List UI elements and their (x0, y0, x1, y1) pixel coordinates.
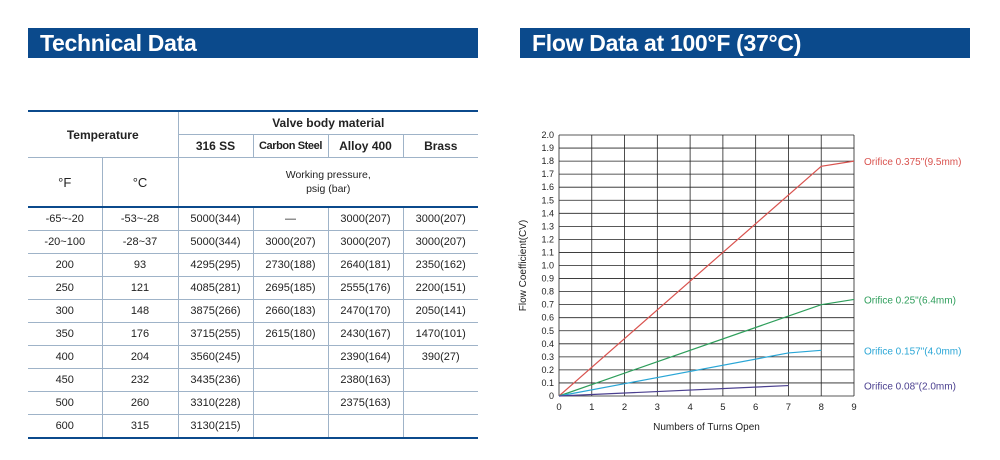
table-row (28, 415, 478, 439)
table-cell: 2430(167) (328, 323, 403, 346)
material-alloy-400: Alloy 400 (328, 135, 403, 158)
table-cell: 260 (102, 392, 178, 415)
y-tick-label: 0.4 (541, 338, 554, 349)
working-pressure-line1: Working pressure, (285, 169, 371, 181)
table-cell: 3000(207) (403, 231, 478, 254)
table-cell: 3000(207) (328, 207, 403, 231)
table-cell: 3000(207) (253, 231, 328, 254)
table-cell: 300 (28, 300, 102, 323)
table-cell: 2375(163) (328, 392, 403, 415)
valve-body-material-header: Valve body material (178, 111, 478, 135)
y-tick-label: 1.1 (541, 247, 554, 258)
series-line (559, 299, 854, 396)
table-row (28, 323, 478, 346)
series-label: Orifice 0.375"(9.5mm) (864, 157, 962, 169)
y-tick-label: 0.8 (541, 286, 554, 297)
technical-data-title: Technical Data (28, 28, 478, 58)
table-row (28, 369, 478, 392)
table-cell: 2050(141) (403, 300, 478, 323)
series-line (559, 386, 788, 396)
series-label: Orifice 0.25"(6.4mm) (864, 295, 956, 307)
table-row (28, 207, 478, 231)
table-cell: 2730(188) (253, 254, 328, 277)
table-cell: -20~100 (28, 231, 102, 254)
table-cell: 121 (102, 277, 178, 300)
table-row (28, 392, 478, 415)
unit-fahrenheit: °F (28, 158, 102, 208)
table-cell: 148 (102, 300, 178, 323)
table-cell (253, 369, 328, 392)
table-cell: 2350(162) (403, 254, 478, 277)
x-tick-label: 1 (589, 402, 595, 413)
material-brass: Brass (403, 135, 478, 158)
y-tick-label: 0.2 (541, 364, 554, 375)
table-cell: 204 (102, 346, 178, 369)
table-cell: 4085(281) (178, 277, 253, 300)
table-cell: 1470(101) (403, 323, 478, 346)
y-tick-label: 1.3 (541, 221, 554, 232)
unit-celsius: °C (102, 158, 178, 208)
x-tick-label: 2 (621, 402, 628, 413)
material-carbon-steel: Carbon Steel (253, 135, 328, 158)
y-axis-label: Flow Coefficient(CV) (518, 219, 529, 312)
table-cell: 2470(170) (328, 300, 403, 323)
table-cell (328, 415, 403, 439)
x-tick-label: 8 (818, 402, 824, 413)
series-label: Orifice 0.08"(2.0mm) (864, 381, 956, 393)
table-cell: 5000(344) (178, 231, 253, 254)
table-cell: 2640(181) (328, 254, 403, 277)
table-cell: — (253, 207, 328, 231)
table-cell: 315 (102, 415, 178, 439)
x-tick-label: 9 (851, 402, 857, 413)
y-tick-label: 1.6 (541, 182, 554, 193)
table-cell: 2660(183) (253, 300, 328, 323)
table-cell: 2555(176) (328, 277, 403, 300)
y-tick-label: 1.0 (541, 260, 554, 271)
table-cell: -28~37 (102, 231, 178, 254)
table-cell: 400 (28, 346, 102, 369)
y-tick-label: 0.5 (541, 325, 554, 336)
temperature-header: Temperature (28, 111, 178, 158)
table-cell: 3715(255) (178, 323, 253, 346)
x-axis-label: Numbers of Turns Open (653, 422, 760, 433)
y-tick-label: 1.4 (541, 208, 554, 219)
working-pressure-line2: psig (bar) (306, 183, 351, 195)
table-cell: 3875(266) (178, 300, 253, 323)
table-cell: 176 (102, 323, 178, 346)
table-cell: 250 (28, 277, 102, 300)
table-cell: 3310(228) (178, 392, 253, 415)
table-cell: 2390(164) (328, 346, 403, 369)
table-cell: 3130(215) (178, 415, 253, 439)
table-cell: 93 (102, 254, 178, 277)
table-cell: 232 (102, 369, 178, 392)
y-tick-label: 0.7 (541, 299, 554, 310)
table-cell: 2615(180) (253, 323, 328, 346)
table-row (28, 231, 478, 254)
y-tick-label: 1.5 (541, 195, 554, 206)
y-tick-label: 0.9 (541, 273, 554, 284)
y-tick-label: 1.7 (541, 169, 554, 180)
y-tick-label: 0.1 (541, 377, 554, 388)
y-tick-label: 1.9 (541, 143, 554, 154)
table-cell: 4295(295) (178, 254, 253, 277)
flow-data-title: Flow Data at 100°F (37°C) (520, 28, 970, 58)
table-row (28, 254, 478, 277)
table-cell: 3000(207) (328, 231, 403, 254)
table-row (28, 300, 478, 323)
table-cell: -65~-20 (28, 207, 102, 231)
table-cell (403, 392, 478, 415)
table-cell: 5000(344) (178, 207, 253, 231)
technical-data-table (28, 110, 478, 439)
table-cell: 500 (28, 392, 102, 415)
y-tick-label: 0.3 (541, 351, 554, 362)
table-cell (253, 392, 328, 415)
y-tick-label: 1.2 (541, 234, 554, 245)
table-cell (403, 415, 478, 439)
x-tick-label: 7 (785, 402, 792, 413)
y-tick-label: 0.6 (541, 312, 554, 323)
table-cell: 3000(207) (403, 207, 478, 231)
y-tick-label: 2.0 (541, 130, 554, 140)
x-tick-label: 0 (556, 402, 562, 413)
x-tick-label: 5 (720, 402, 726, 413)
material-316ss: 316 SS (178, 135, 253, 158)
table-cell: 390(27) (403, 346, 478, 369)
working-pressure-note (178, 158, 478, 208)
table-cell: 450 (28, 369, 102, 392)
table-cell (253, 346, 328, 369)
table-cell: -53~-28 (102, 207, 178, 231)
y-tick-label: 0 (548, 391, 554, 401)
table-cell: 3560(245) (178, 346, 253, 369)
table-cell (403, 369, 478, 392)
table-cell: 600 (28, 415, 102, 439)
y-tick-label: 1.8 (541, 156, 554, 167)
table-cell: 2380(163) (328, 369, 403, 392)
flow-chart (510, 120, 980, 440)
table-cell (253, 415, 328, 439)
series-label: Orifice 0.157"(4.0mm) (864, 346, 962, 358)
table-row (28, 346, 478, 369)
x-tick-label: 6 (753, 402, 759, 413)
table-cell: 3435(236) (178, 369, 253, 392)
x-tick-label: 4 (687, 402, 693, 413)
table-row (28, 277, 478, 300)
table-cell: 350 (28, 323, 102, 346)
table-cell: 2200(151) (403, 277, 478, 300)
x-tick-label: 3 (654, 402, 660, 413)
table-cell: 200 (28, 254, 102, 277)
table-cell: 2695(185) (253, 277, 328, 300)
